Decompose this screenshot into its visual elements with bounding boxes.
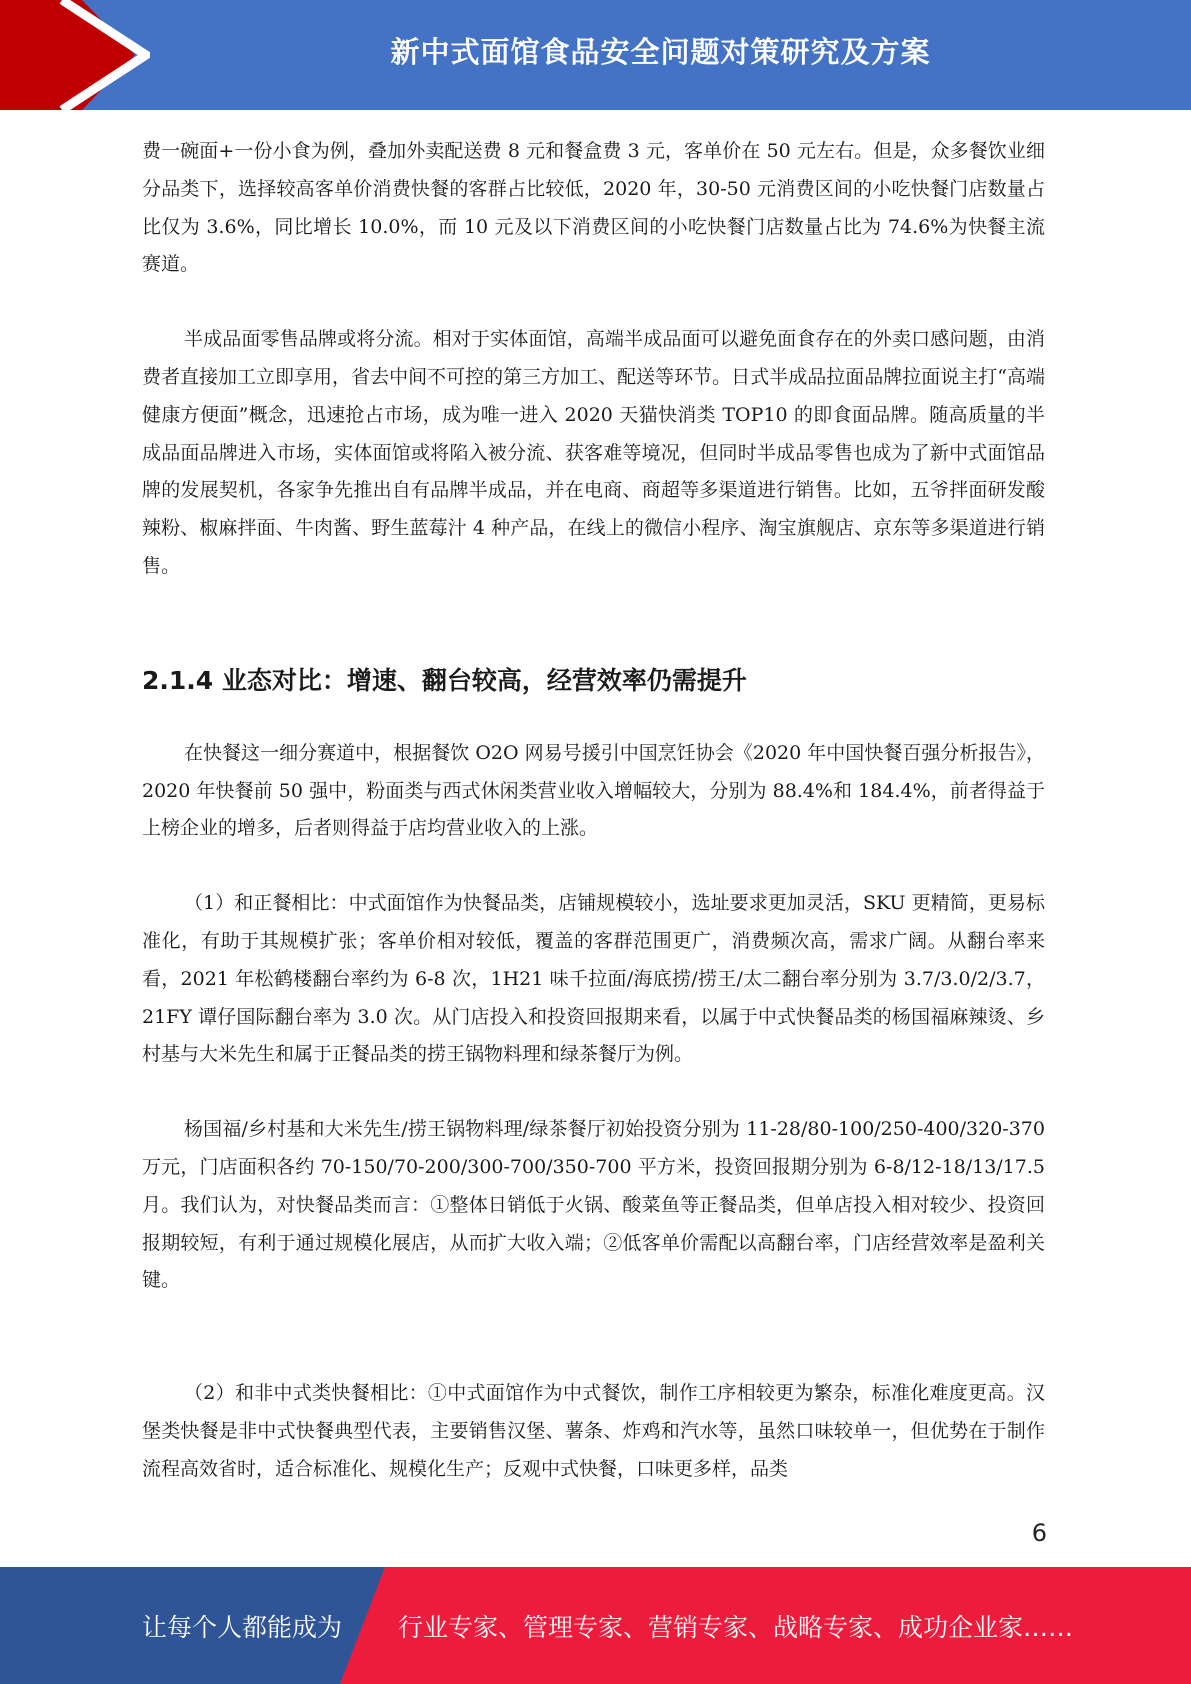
paragraph-5: 杨国福/乡村基和大米先生/捞王锅物料理/绿茶餐厅初始投资分别为 11-28/80-100/250-400/320-370 万元，门店面积各约 70-150/70-200/300-700/350-700 平方米，投资回报期分别为 6-8/12-18/13/17.5 月。我们认为，对快餐品类而言：①整体日销低于火锅、酸菜鱼等正餐品类，但单店投入相对较少、投资回报期较短，有利于通过规模化展店，从而扩大收入端；②低客单价需配以高翻台率，门店经营效率是盈利关键。 [142, 1118, 1045, 1292]
paragraph-4: （1）和正餐相比：中式面馆作为快餐品类，店铺规模较小，选址要求更加灵活，SKU 更精简，更易标准化，有助于其规模扩张；客单价相对较低，覆盖的客群范围更广，消费频次高，需求广阔。从翻台率来看，2021 年松鹤楼翻台率约为 6-8 次，1H21 味千拉面/海底捞/捞王/太二翻台率分别为 3.7/3.0/2/3.7，21FY 谭仔国际翻台率为 3.0 次。从门店投入和投资回报期来看，以属于中式快餐品类的杨国福麻辣烫、乡村基与大米先生和属于正餐品类的捞王锅物料理和绿茶餐厅为例。 [142, 892, 1045, 1066]
spacer [142, 848, 1045, 885]
paragraph-6: （2）和非中式类快餐相比：①中式面馆作为中式餐饮，制作工序相较更为繁杂，标准化难度更高。汉堡类快餐是非中式快餐典型代表，主要销售汉堡、薯条、炸鸡和汽水等，虽然口味较单一，但优势在于制作流程高效省时，适合标准化、规模化生产；反观中式快餐，口味更多样，品类 [142, 1382, 1045, 1480]
spacer [142, 1300, 1045, 1375]
page-footer-bar [0, 1567, 1191, 1684]
paragraph-1: 费一碗面+一份小食为例，叠加外卖配送费 8 元和餐盒费 3 元，客单价在 50 元左右。但是，众多餐饮业细分品类下，选择较高客单价消费快餐的客群占比较低，2020 年，30-50 元消费区间的小吃快餐门店数量占比仅为 3.6%，同比增长 10.0%，而 10 元及以下消费区间的小吃快餐门店数量占比为 74.6%为快餐主流赛道。 [142, 140, 1045, 276]
section-heading: 2.1.4 业态对比：增速、翻台较高，经营效率仍需提升 [142, 665, 747, 695]
header-chevron-stripe [0, 0, 150, 110]
spacer [142, 701, 1045, 735]
page-number: 6 [1031, 1519, 1047, 1547]
paragraph-2: 半成品面零售品牌或将分流。相对于实体面馆，高端半成品面可以避免面食存在的外卖口感问题，由消费者直接加工立即享用，省去中间不可控的第三方加工、配送等环节。日式半成品拉面品牌拉面说主打“高端健康方便面”概念，迅速抢占市场，成为唯一进入 2020 天猫快消类 TOP10 的即食面品牌。随高质量的半成品面品牌进入市场，实体面馆或将陷入被分流、获客难等境况，但同时半成品零售也成为了新中式面馆品牌的发展契机，各家争先推出自有品牌半成品，并在电商、商超等多渠道进行销售。比如，五爷拌面研发酸辣粉、椒麻拌面、牛肉酱、野生蓝莓汁 4 种产品，在线上的微信小程序、淘宝旗舰店、京东等多渠道进行销售。 [142, 328, 1045, 577]
spacer [142, 586, 1045, 661]
page-header-bar [0, 0, 1191, 110]
page-content [142, 133, 1045, 1489]
spacer [142, 1074, 1045, 1111]
spacer [142, 284, 1045, 321]
footer-slogan-right: 行业专家、管理专家、营销专家、战略专家、成功企业家…… [398, 1612, 1074, 1642]
document-title: 新中式面馆食品安全问题对策研究及方案 [390, 34, 931, 69]
paragraph-3: 在快餐这一细分赛道中，根据餐饮 O2O 网易号援引中国烹饪协会《2020 年中国快餐百强分析报告》，2020 年快餐前 50 强中，粉面类与西式休闲类营业收入增幅较大，分别为 88.4%和 184.4%，前者得益于上榜企业的增多，后者则得益于店均营业收入的上涨。 [142, 741, 1045, 840]
footer-slogan-left: 让每个人都能成为 [142, 1612, 343, 1642]
